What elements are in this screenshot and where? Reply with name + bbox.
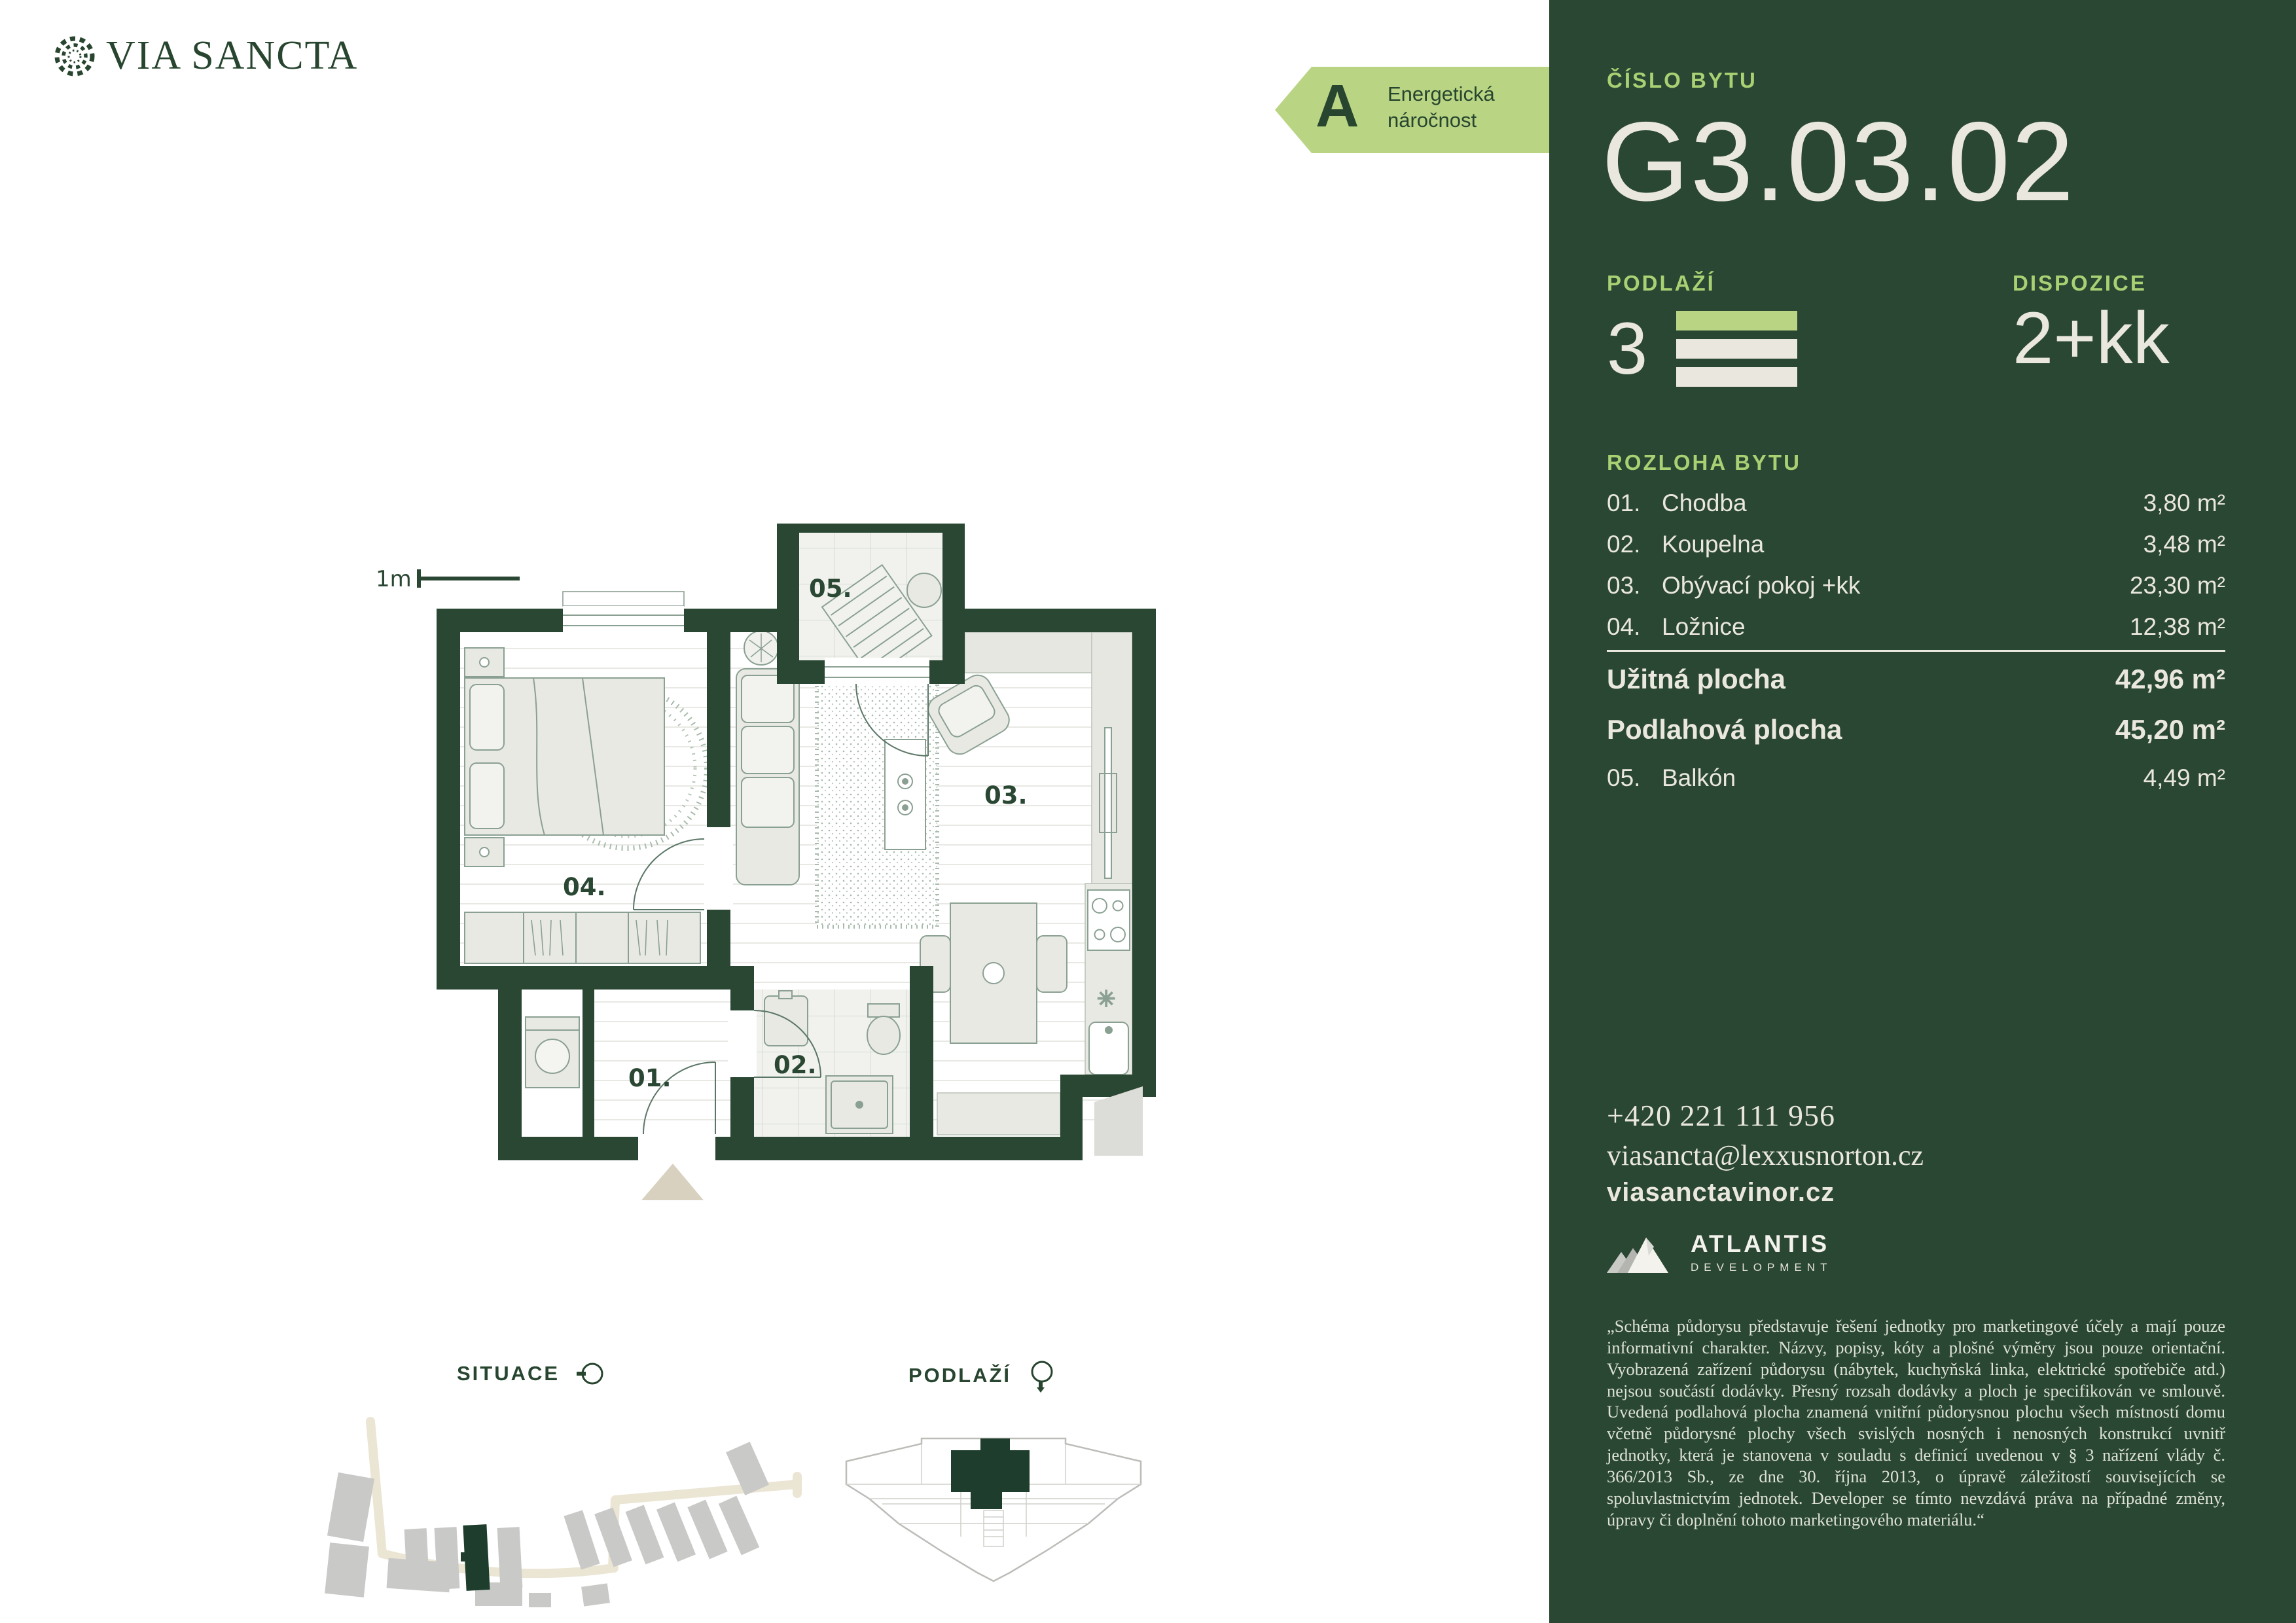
kitchen-counter-icon [937, 1093, 1060, 1135]
contact-website[interactable]: viasanctavinor.cz [1607, 1178, 1835, 1207]
podlazi-header [908, 1359, 1057, 1393]
floor-label: PODLAŽÍ [1607, 271, 1715, 295]
area-table-label: ROZLOHA BYTU [1607, 450, 1801, 474]
stove-icon [1088, 890, 1130, 950]
summary-rows [1607, 664, 2225, 806]
table-row: 03. Obývací pokoj +kk 23,30 m² [1607, 572, 2225, 599]
brand-via: VIA [106, 33, 183, 78]
area-table [1607, 490, 2225, 654]
floor-level-icon [1676, 311, 1797, 387]
layout-label: DISPOZICE [2013, 271, 2147, 295]
situace-label: SITUACE [457, 1362, 560, 1385]
developer-name-block [1691, 1232, 1832, 1274]
brand-logo [54, 33, 358, 79]
table-row: 04. Ložnice 12,38 m² [1607, 613, 2225, 640]
wardrobe-icon [465, 912, 700, 963]
label-bath: 02. [774, 1051, 817, 1079]
energy-grade: A [1316, 73, 1359, 139]
info-panel [1549, 0, 2296, 1623]
highlighted-building [461, 1524, 490, 1591]
floor-plan [367, 512, 1165, 1205]
balcony-table-icon [907, 573, 941, 607]
label-hall: 01. [628, 1064, 672, 1092]
unit-label: ČÍSLO BYTU [1607, 68, 1757, 92]
energy-text: Energetická náročnost [1388, 82, 1495, 132]
brand-name [106, 33, 358, 79]
atlantis-mountains-icon [1607, 1234, 1677, 1274]
chair-icon [1037, 936, 1067, 992]
divider [1607, 650, 2225, 652]
scale-label: 1m [376, 566, 412, 592]
situace-header [457, 1359, 605, 1389]
summary-row: Podlahová plocha 45,20 m² [1607, 714, 2225, 745]
compass-west-icon [575, 1359, 605, 1389]
developer-logo [1607, 1232, 2225, 1274]
scale-bar [376, 566, 520, 592]
site-map [308, 1412, 825, 1609]
contact-phone: +420 221 111 956 [1607, 1099, 1836, 1132]
label-living: 03. [984, 781, 1028, 810]
developer-subtitle: DEVELOPMENT [1691, 1261, 1833, 1274]
entrance-arrow-icon [641, 1164, 704, 1200]
table-row: 05. Balkón 4,49 m² [1607, 764, 2225, 791]
freezer-snowflake-icon: ✳ [1097, 986, 1116, 1012]
french-window-icon [1105, 728, 1111, 878]
energy-label [1275, 67, 1550, 153]
contact-email[interactable]: viasancta@lexxusnorton.cz [1607, 1139, 1924, 1171]
summary-row: Užitná plocha 42,96 m² [1607, 664, 2225, 694]
layout-value: 2+kk [2013, 297, 2170, 379]
label-balcony: 05. [809, 575, 852, 603]
buildings [325, 1442, 769, 1607]
via-sancta-spiral-icon [54, 35, 96, 77]
podlazi-label: PODLAŽÍ [908, 1364, 1012, 1387]
brand-sancta: SANCTA [191, 33, 359, 78]
table-row: 01. Chodba 3,80 m² [1607, 490, 2225, 516]
floor-value: 3 [1607, 308, 1648, 389]
unit-number: G3.03.02 [1602, 99, 2075, 224]
label-bedroom: 04. [563, 873, 606, 901]
developer-name: ATLANTIS [1691, 1230, 1830, 1257]
toilet-icon [868, 1004, 899, 1017]
legal-disclaimer: „Schéma půdorysu představuje řešení jednotky pro marketingové účely a mají pouze informativní charakter. Názvy, popisy, kóty a plošné výměry jsou pouze orientační. Vyobrazená zařízení půdorysu (nábytek, kuchyňská linka, elektrické spotřebiče atd.) nejsou součástí dodávky. Přesný rozsah dodávky a ploch je specifikován ve smlouvě. Uvedená podlahová plocha znamená vnitřní půdorysnou plochu všech místností domu včetně půdorysné plochy všech svislých nosných i nenosných konstrukcí uvnitř jednotky, která je stanovena v souladu s definicí uvedenou v § 3 nařízení vlády č. 366/2013 Sb., ze dne 30. října 2013, o úpravě záležitostí souvisejících se spoluvlastnictvím jednotek. Developer se tímto nevzdává práva na případné změny, úpravy či doplnění tohoto marketingového materiálu.“ [1607, 1316, 2225, 1529]
compass-south-icon [1027, 1359, 1057, 1393]
table-row: 02. Koupelna 3,48 m² [1607, 531, 2225, 558]
washer-icon [526, 1017, 579, 1088]
floor-key-map [830, 1412, 1157, 1609]
bath-sink-icon [764, 996, 808, 1046]
